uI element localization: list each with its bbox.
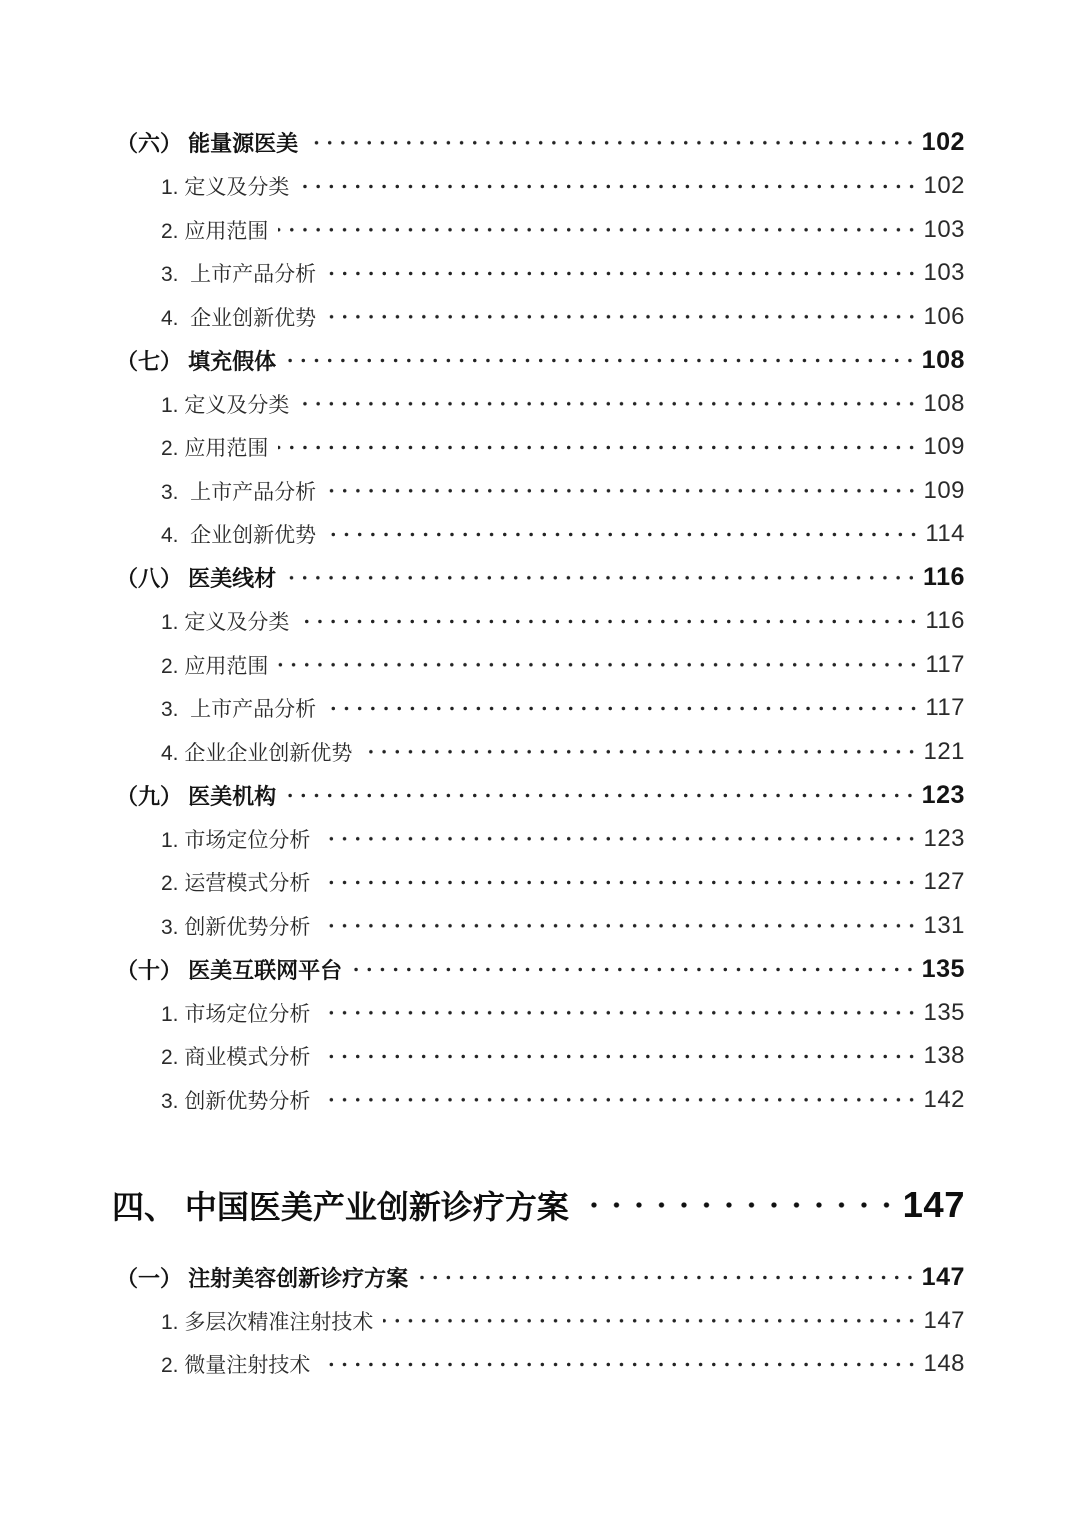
toc-entry-label: 4. 企业创新优势 [161, 524, 317, 548]
toc-entry [0, 165, 965, 209]
toc-entry-label: 四、 中国医美产业创新诊疗方案 [112, 1188, 569, 1225]
toc-entry-label: （七） 填充假体 [116, 348, 277, 374]
toc-entry-page: 147 [921, 1262, 965, 1291]
toc-entry-label: 1. 市场定位分析 [161, 828, 311, 852]
toc-entry-page: 109 [923, 476, 965, 504]
toc-entry-label: 2. 微量注射技术 [161, 1354, 311, 1378]
toc-entry-page: 138 [923, 1042, 965, 1070]
toc-entry-label: （六） 能量源医美 [116, 131, 299, 157]
toc-entry-page: 103 [923, 259, 965, 287]
toc-entry [0, 991, 965, 1035]
toc-entry-label: 2. 应用范围 [161, 437, 269, 461]
toc-entry-label: （一） 注射美容创新诊疗方案 [116, 1265, 409, 1291]
toc-entry [0, 600, 965, 644]
toc-entry-page: 102 [921, 128, 965, 157]
dot-leader [352, 948, 917, 992]
dot-leader [320, 904, 918, 948]
toc-entry-label: 2. 应用范围 [161, 219, 269, 243]
toc-entry-page: 109 [923, 433, 965, 461]
dot-leader [326, 687, 920, 731]
dot-leader [320, 1035, 918, 1079]
toc-entry-label: 1. 定义及分类 [161, 393, 290, 417]
toc-entry-label: （八） 医美线材 [116, 566, 277, 592]
toc-entry [0, 556, 965, 600]
toc-entry [0, 382, 965, 426]
toc-entry [0, 426, 965, 470]
toc-entry [0, 730, 965, 774]
dot-leader [278, 426, 918, 470]
toc-entry [0, 513, 965, 557]
toc-list [0, 121, 965, 1386]
toc-entry [0, 295, 965, 339]
toc-entry-page: 117 [925, 694, 965, 722]
toc-entry-label: 3. 上市产品分析 [161, 263, 317, 287]
toc-entry [0, 1343, 965, 1387]
toc-entry [0, 817, 965, 861]
toc-entry-label: 4. 企业创新优势 [161, 306, 317, 330]
toc-entry-label: 1. 定义及分类 [161, 176, 290, 200]
toc-entry-label: （九） 医美机构 [116, 783, 277, 809]
toc-entry-page: 135 [921, 954, 965, 983]
dot-leader [286, 556, 918, 600]
toc-entry [0, 1256, 965, 1300]
toc-entry-page: 108 [923, 389, 965, 417]
dot-leader [326, 469, 918, 513]
toc-entry-page: 123 [923, 824, 965, 852]
toc-entry [0, 774, 965, 818]
dot-leader [320, 1343, 918, 1387]
dot-leader [418, 1256, 917, 1300]
toc-entry-page: 147 [902, 1183, 965, 1225]
dot-leader [299, 382, 918, 426]
dot-leader [308, 121, 917, 165]
dot-leader [362, 730, 918, 774]
toc-entry [0, 687, 965, 731]
dot-leader [320, 817, 918, 861]
toc-entry [0, 252, 965, 296]
dot-leader [299, 600, 920, 644]
toc-entry [0, 861, 965, 905]
dot-leader [286, 774, 917, 818]
toc-entry-label: 2. 运营模式分析 [161, 872, 311, 896]
toc-entry-label: 1. 多层次精准注射技术 [161, 1310, 374, 1334]
toc-entry [0, 948, 965, 992]
dot-leader [299, 165, 918, 209]
toc-entry-label: 3. 创新优势分析 [161, 915, 311, 939]
dot-leader [326, 252, 918, 296]
toc-entry-page: 116 [925, 607, 965, 635]
toc-entry [0, 469, 965, 513]
toc-entry [0, 339, 965, 383]
toc-entry-label: 4. 企业企业创新优势 [161, 741, 353, 765]
toc-entry-label: 1. 定义及分类 [161, 611, 290, 635]
toc-entry-page: 103 [923, 215, 965, 243]
dot-leader [320, 861, 918, 905]
toc-entry-page: 135 [923, 998, 965, 1026]
toc-entry-label: 3. 上市产品分析 [161, 698, 317, 722]
toc-entry-label: 2. 商业模式分析 [161, 1046, 311, 1070]
toc-entry [0, 1299, 965, 1343]
toc-entry-label: 3. 上市产品分析 [161, 480, 317, 504]
toc-entry [0, 904, 965, 948]
toc-entry-label: 2. 应用范围 [161, 654, 269, 678]
toc-entry-page: 116 [923, 563, 965, 592]
toc-entry-label: 3. 创新优势分析 [161, 1089, 311, 1113]
toc-entry-page: 121 [923, 737, 965, 765]
toc-entry [0, 1078, 965, 1122]
dot-leader [278, 208, 918, 252]
dot-leader [579, 1175, 898, 1235]
dot-leader [383, 1299, 918, 1343]
dot-leader [320, 991, 918, 1035]
toc-entry-page: 117 [925, 650, 965, 678]
toc-entry [0, 1035, 965, 1079]
toc-entry-label: 1. 市场定位分析 [161, 1002, 311, 1026]
toc-entry [0, 121, 965, 165]
dot-leader [320, 1078, 918, 1122]
dot-leader [326, 295, 918, 339]
toc-entry-page: 147 [923, 1306, 965, 1334]
toc-entry [0, 643, 965, 687]
toc-entry-page: 142 [923, 1085, 965, 1113]
toc-entry-page: 102 [923, 172, 965, 200]
dot-leader [278, 643, 920, 687]
toc-entry-page: 123 [921, 780, 965, 809]
toc-entry-page: 114 [925, 520, 965, 548]
toc-entry [0, 208, 965, 252]
toc-entry-page: 106 [923, 302, 965, 330]
toc-entry-page: 148 [923, 1350, 965, 1378]
toc-entry-page: 127 [923, 868, 965, 896]
toc-entry-page: 108 [921, 345, 965, 374]
dot-leader [326, 513, 920, 557]
toc-entry-label: （十） 医美互联网平台 [116, 957, 343, 983]
dot-leader [286, 339, 917, 383]
toc-entry [0, 1175, 965, 1235]
toc-entry-page: 131 [923, 911, 965, 939]
